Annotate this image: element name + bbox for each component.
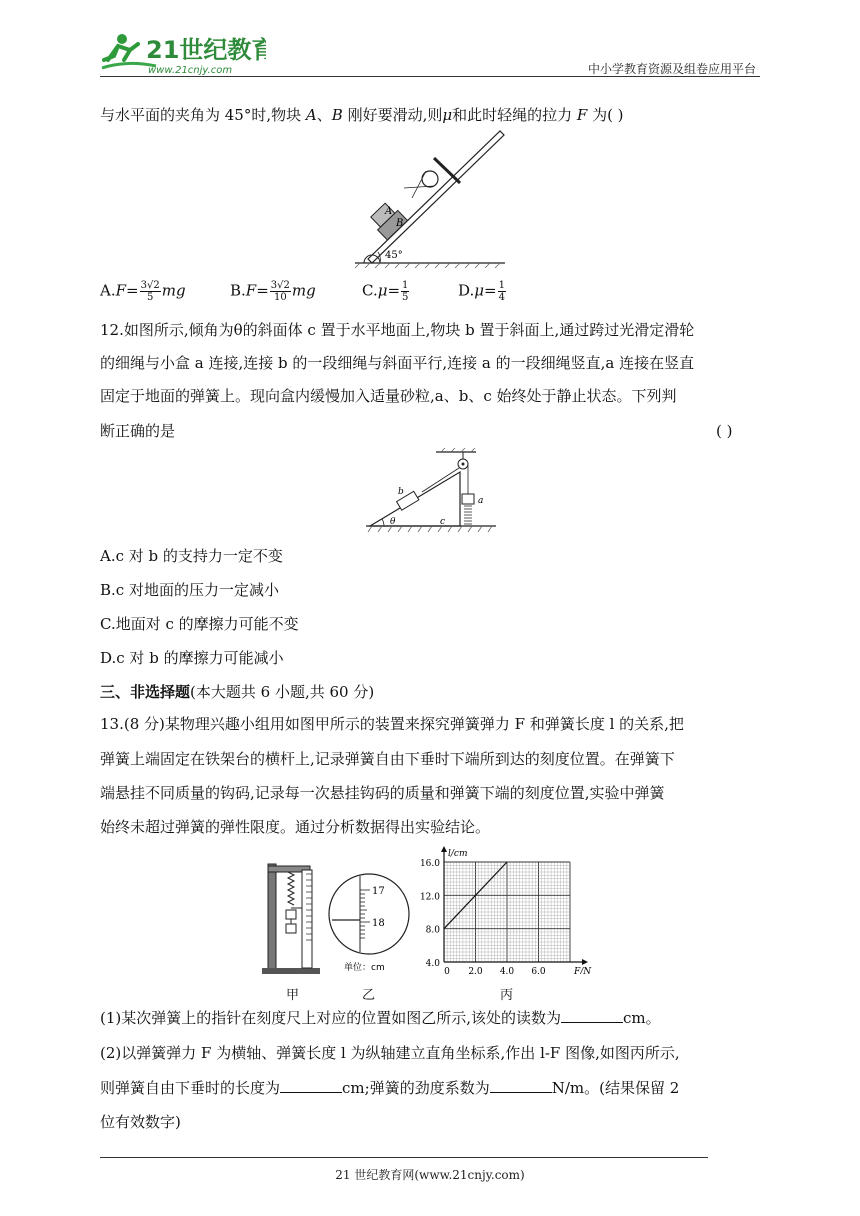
q12-option-a[interactable]: A.c 对 b 的支持力一定不变 [100,547,283,565]
q11-choice-a[interactable]: A.F= $\frac{3√2}{5}$ mg [100,280,186,303]
y-axis-arrow [441,846,447,852]
svg-text:17: 17 [372,886,385,897]
answer-blank-2[interactable] [280,1078,342,1093]
svg-text:c: c [440,517,446,527]
header-divider [100,76,760,77]
footer-text: 21 世纪教育网(www.21cnjy.com) [335,1168,525,1182]
q12-answer-bracket: ( ) [716,422,733,440]
caption-bing: 丙 [500,988,514,1003]
x-tick-label: 6.0 [531,967,546,974]
logo-url: www.21cnjy.com [148,65,233,76]
platform-name: 中小学教育资源及组卷应用平台 [587,62,756,76]
q13-sub1: (1)某次弹簧上的指针在刻度尺上对应的位置如图乙所示,该处的读数为 cm。 [100,1009,661,1027]
svg-text:a: a [478,496,484,506]
q13-line-2: 弹簧上端固定在铁架台的横杆上,记录弹簧自由下垂时下端所到达的刻度位置。在弹簧下 [100,750,675,768]
fig-bing-lf-graph [414,842,600,974]
svg-text:A: A [385,206,393,217]
y-tick-label: 16.0 [419,859,440,869]
x-axis-arrow [582,959,588,965]
q13-line-3: 端悬挂不同质量的钩码,记录每一次悬挂钩码的质量和弹簧下端的刻度位置,实验中弹簧 [100,784,665,802]
q13-sub2-line-1: (2)以弹簧弹力 F 为横轴、弹簧长度 l 为纵轴建立直角坐标系,作出 l-F 图像,如图丙所示, [100,1044,680,1062]
caption-yi: 乙 [362,988,376,1003]
q12-line-3: 固定于地面的弹簧上。现向盒内缓慢加入适量砂粒,a、b、c 始终处于静止状态。下列判 [100,387,677,405]
answer-blank-1[interactable] [561,1008,623,1023]
section-3-heading: 三、非选择题(本大题共 6 小题,共 60 分) [100,683,375,701]
fig-jia-apparatus [262,860,326,978]
q12-option-b[interactable]: B.c 对地面的压力一定减小 [100,581,279,599]
logo-text: 21世纪教育 [146,36,266,64]
q12-line-4: 断正确的是 [100,422,176,440]
y-axis-label: l/cm [448,849,468,859]
q13-sub2-line-3: 位有效数字) [100,1113,181,1131]
svg-text:θ: θ [390,517,396,527]
q11-incline-figure [350,128,510,268]
x-axis-label: F/N [574,967,592,974]
q12-option-d[interactable]: D.c 对 b 的摩擦力可能减小 [100,649,284,667]
q11-choice-d[interactable]: D.μ= $\frac{1}{4}$ [458,280,505,303]
q11-stem: 与水平面的夹角为 45°时,物块 A、B 刚好要滑动,则μ和此时轻绳的拉力 F 为( ) [100,106,624,124]
svg-text:45°: 45° [385,250,403,261]
x-tick-label: 4.0 [499,967,515,974]
svg-text:18: 18 [372,918,385,929]
footer-divider [100,1157,708,1158]
svg-text:B: B [396,218,404,229]
q12-line-2: 的细绳与小盒 a 连接,连接 b 的一段细绳与斜面平行,连接 a 的一段细绳竖直,a 连接在竖直 [100,354,695,372]
answer-blank-3[interactable] [490,1078,552,1093]
x-tick-label: 2.0 [468,967,483,974]
q11-choice-c[interactable]: C.μ= $\frac{1}{5}$ [362,280,409,303]
q13-line-4: 始终未超过弹簧的弹性限度。通过分析数据得出实验结论。 [100,818,491,836]
caption-jia: 甲 [286,988,300,1003]
q13-sub2-line-2: 则弹簧自由下垂时的长度为 cm;弹簧的劲度系数为 N/m。(结果保留 2 [100,1079,680,1097]
q12-incline-figure [366,448,500,538]
q11-choice-b[interactable]: B.F= $\frac{3√2}{10}$ mg [230,280,316,303]
q12-line-1: 12.如图所示,倾角为θ的斜面体 c 置于水平地面上,物块 b 置于斜面上,通过跨过光滑定滑轮 [100,321,695,339]
svg-text:单位：cm: 单位：cm [344,963,385,973]
fig-yi-ruler [326,866,414,976]
q13-line-1: 13.(8 分)某物理兴趣小组用如图甲所示的装置来探究弹簧弹力 F 和弹簧长度 l 的关系,把 [100,715,684,733]
y-tick-label: 12.0 [419,892,440,903]
x-tick-label: 0 [444,967,450,974]
y-tick-label: 4.0 [425,959,440,969]
svg-text:b: b [398,487,404,497]
q12-option-c[interactable]: C.地面对 c 的摩擦力可能不变 [100,615,299,633]
y-tick-label: 8.0 [425,925,440,936]
site-logo [96,30,266,78]
